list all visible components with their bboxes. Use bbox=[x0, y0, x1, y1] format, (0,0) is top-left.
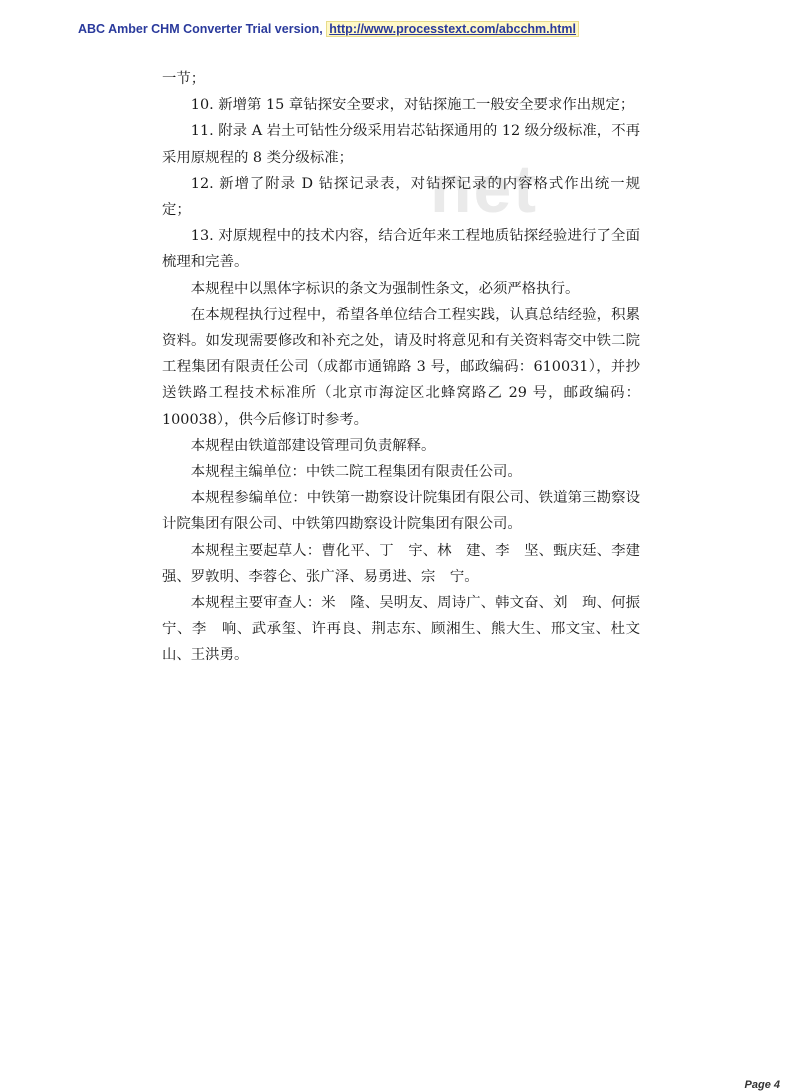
paragraph-reviewers: 本规程主要审查人：米 隆、吴明友、周诗广、韩文奋、刘 珣、何振宁、李 响、武承玺、许再良、荆志东、顾湘生、熊大生、邢文宝、杜文山、王洪勇。 bbox=[162, 595, 640, 664]
trial-banner-link[interactable]: http://www.processtext.com/abcchm.html bbox=[326, 21, 579, 37]
document-body bbox=[162, 66, 640, 669]
trial-banner-text: ABC Amber CHM Converter Trial version, bbox=[78, 22, 327, 36]
paragraph-feedback: 在本规程执行过程中，希望各单位结合工程实践，认真总结经验，积累资料。如发现需要修改和补充之处，请及时将意见和有关资料寄交中铁二院工程集团有限责任公司（成都市通锦路 3 号，邮政编码：610031），并抄送铁路工程技术标准所（北京市海淀区北蜂窝路乙 29 号，邮政编码：100038），供今后修订时参考。 bbox=[162, 306, 640, 428]
paragraph-continuation: 一节； bbox=[162, 71, 206, 87]
paragraph-mandatory-clause: 本规程中以黑体字标识的条文为强制性条文，必须严格执行。 bbox=[190, 280, 580, 297]
paragraph-item-10: 10. 新增第 15 章钻探安全要求，对钻探施工一般安全要求作出规定； bbox=[190, 97, 635, 114]
page-number: Page 4 bbox=[744, 1079, 780, 1091]
paragraph-item-13: 13. 对原规程中的技术内容，结合近年来工程地质钻探经验进行了全面梳理和完善。 bbox=[162, 228, 640, 271]
paragraph-item-11: 11. 附录 A 岩土可钻性分级采用岩芯钻探通用的 12 级分级标准，不再采用原规程的 8 类分级标准； bbox=[162, 123, 640, 166]
paragraph-chief-editor: 本规程主编单位：中铁二院工程集团有限责任公司。 bbox=[190, 464, 522, 481]
paragraph-item-12: 12. 新增了附录 D 钻探记录表，对钻探记录的内容格式作出统一规定； bbox=[162, 175, 640, 219]
watermark-text: net bbox=[430, 151, 538, 227]
trial-banner bbox=[78, 22, 579, 36]
paragraph-interpretation: 本规程由铁道部建设管理司负责解释。 bbox=[190, 437, 436, 454]
paragraph-participating-units: 本规程参编单位：中铁第一勘察设计院集团有限公司、铁道第三勘察设计院集团有限公司、中铁第四勘察设计院集团有限公司。 bbox=[162, 490, 640, 533]
paragraph-drafters: 本规程主要起草人：曹化平、丁 宇、林 建、李 坚、甄庆廷、李建强、罗敦明、李蓉仑、张广泽、易勇进、宗 宁。 bbox=[162, 542, 640, 585]
